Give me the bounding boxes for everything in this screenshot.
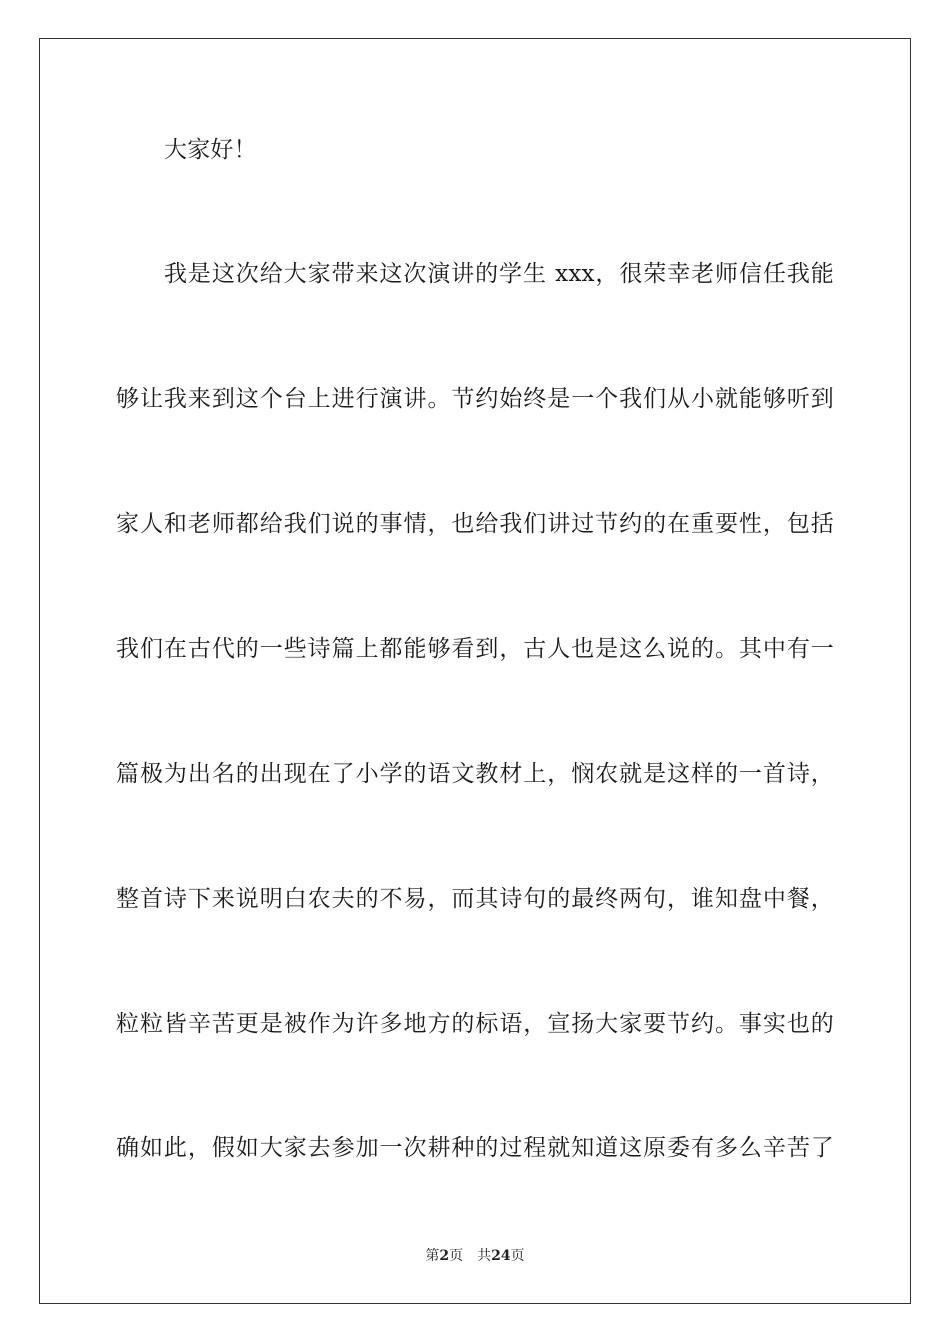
- paragraph-line-3: 家人和老师都给我们说的事情，也给我们讲过节约的在重要性，包括: [116, 511, 834, 537]
- page-suffix: 页: [449, 1248, 464, 1264]
- page-prefix: 第: [425, 1248, 440, 1264]
- greeting-line: 大家好！: [164, 137, 257, 163]
- paragraph-line-4: 我们在古代的一些诗篇上都能够看到，古人也是这么说的。其中有一: [116, 636, 834, 662]
- paragraph-line-6: 整首诗下来说明白农夫的不易，而其诗句的最终两句，谁知盘中餐，: [116, 886, 834, 912]
- page-footer: [0, 1246, 950, 1266]
- total-pages-number: 24: [491, 1248, 511, 1264]
- paragraph-line-2: 够让我来到这个台上进行演讲。节约始终是一个我们从小就能够听到: [116, 386, 834, 412]
- paragraph-line-5: 篇极为出名的出现在了小学的语文教材上，悯农就是这样的一首诗，: [116, 761, 834, 787]
- total-suffix: 页: [510, 1248, 525, 1264]
- current-page-number: 2: [439, 1248, 450, 1264]
- paragraph-line-8: 确如此，假如大家去参加一次耕种的过程就知道这原委有多么辛苦了: [116, 1135, 834, 1161]
- total-prefix: 共: [477, 1248, 492, 1264]
- paragraph-line-7: 粒粒皆辛苦更是被作为许多地方的标语，宣扬大家要节约。事实也的: [116, 1011, 834, 1037]
- page-frame: [39, 38, 911, 1304]
- paragraph-line-1: 我是这次给大家带来这次演讲的学生 xxx，很荣幸老师信任我能: [164, 261, 834, 287]
